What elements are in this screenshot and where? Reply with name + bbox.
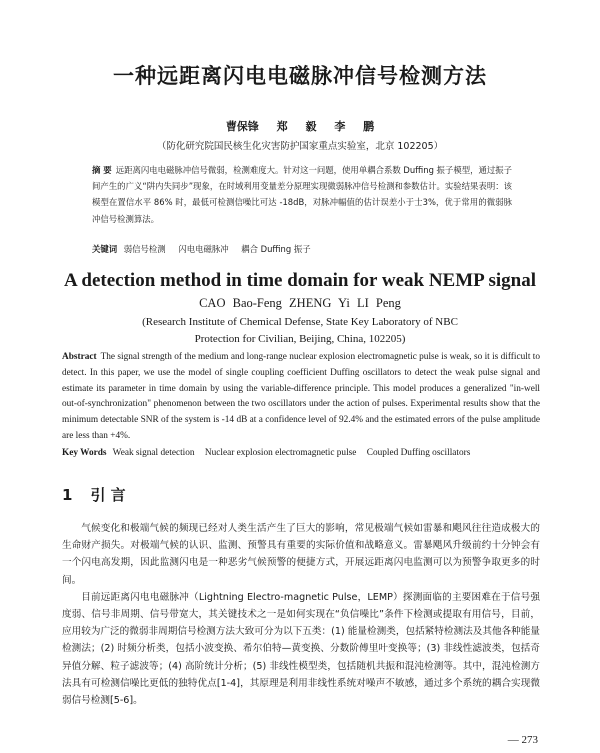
english-keywords-label: Key Words	[62, 448, 107, 458]
english-affiliation: (Research Institute of Chemical Defense, State Key Laboratory of NBC Protection for Civilian, Beijing, China, 102205)	[142, 316, 458, 345]
english-keywords	[62, 448, 540, 458]
chinese-abstract	[92, 162, 512, 227]
body-text	[62, 520, 540, 709]
keyword: Weak signal detection	[112, 448, 195, 458]
chinese-keywords-label: 关键词	[92, 244, 118, 254]
body-paragraph: 目前远距离闪电电磁脉冲（Lightning Electro-magnetic Pulse，LEMP）探测面临的主要困难在于信号强度弱、信号非周期、信号带宽大，其关键技术之一是如何实现在“负信噪比”条件下检测或提取有用信号，目前，应用较为广泛的微弱非周期信号检测方法大致可分为以下五类：(1) 能量检测类，包括紧特检测法及其他各种能量检测法；(2) 时频分析类，包括小波变换、希尔伯特—黄变换、分数阶傅里叶变换等；(3) 非线性滤波类，包括奇异值分解、粒子滤波等；(4) 高阶统计分析；(5) 非线性模型类，包括随机共振和混沌检测等。其中，混沌检测方法具有可检测信噪比更低的独特优点[1-4]，其原理是利用非线性系统对噪声不敏感，通过多个系统的耦合实现微弱信号检测[5-6]。	[62, 591, 540, 707]
english-authors: CAO Bao-Feng ZHENG Yi LI Peng	[199, 296, 401, 310]
chinese-abstract-label: 摘 要	[92, 165, 112, 175]
author-name: 曹保锋	[225, 120, 259, 133]
author-name: 郑 毅	[276, 120, 317, 133]
keyword: Nuclear explosion electromagnetic pulse	[204, 448, 357, 458]
chinese-authors	[0, 118, 600, 134]
english-title: A detection method in time domain for weak NEMP signal	[63, 270, 536, 291]
english-abstract-text: The signal strength of the medium and long-range nuclear explosion electromagnetic pulse is weak, so it is difficult to detect. In this paper, we use the model of single coupling coefficient Duffing oscillators to detect the weak pulse signal and estimate its parameter in time domain by using the variable-difference principle. This model produces a generalized "in-well out-of-synchronization" phenomenon between the two oscillators under the action of pulses. Experimental results show that the minimum detectable SNR of the system is -14 dB at a confidence level of 92.4% and the estimated errors of the pulse amplitude are less than +4%.	[62, 352, 540, 441]
body-paragraph: 气候变化和极端气候的频现已经对人类生活产生了巨大的影响，常见极端气候如雷暴和飓风往往造成极大的生命财产损失。对极端气候的认识、监测、预警具有重要的实际价值和战略意义。雷暴飓风升级前约十分钟会有一个闪电高发期，因此监测闪电是一种恶劣气候预警的便捷方式，开展远距离闪电监测可以为预警争取更多的时间。	[62, 523, 540, 586]
english-abstract	[62, 350, 540, 445]
section-title: 引 言	[90, 486, 126, 504]
keyword: 闪电电磁脉冲	[178, 244, 229, 254]
chinese-abstract-text: 远距离闪电电磁脉冲信号微弱，检测难度大。针对这一问题，使用单耦合系数 Duffing 振子模型，通过振子间产生的广义“阱内失同步”现象，在时域利用变量差分原理实现微弱脉冲信号检测和参数估计。实验结果表明：该模型在置信水平 86% 时，最低可检测信噪比可达 -18dB，对脉冲幅值的估计误差小于士3%，优于常用的微弱脉冲信号检测算法。	[92, 165, 512, 224]
english-abstract-label: Abstract	[62, 352, 97, 362]
chinese-keywords	[92, 243, 512, 255]
author-name: 李 鹏	[334, 120, 375, 133]
keyword: 耦合 Duffing 振子	[241, 244, 311, 254]
chinese-title: 一种远距离闪电电磁脉冲信号检测方法	[113, 64, 487, 88]
keyword: Coupled Duffing oscillators	[366, 448, 471, 458]
chinese-affiliation: （防化研究院国民核生化灾害防护国家重点实验室，北京 102205）	[156, 141, 444, 152]
page-number: — 273	[507, 734, 538, 746]
section-heading	[62, 484, 126, 505]
section-number: 1	[62, 486, 73, 504]
keyword: 弱信号检测	[123, 244, 166, 254]
